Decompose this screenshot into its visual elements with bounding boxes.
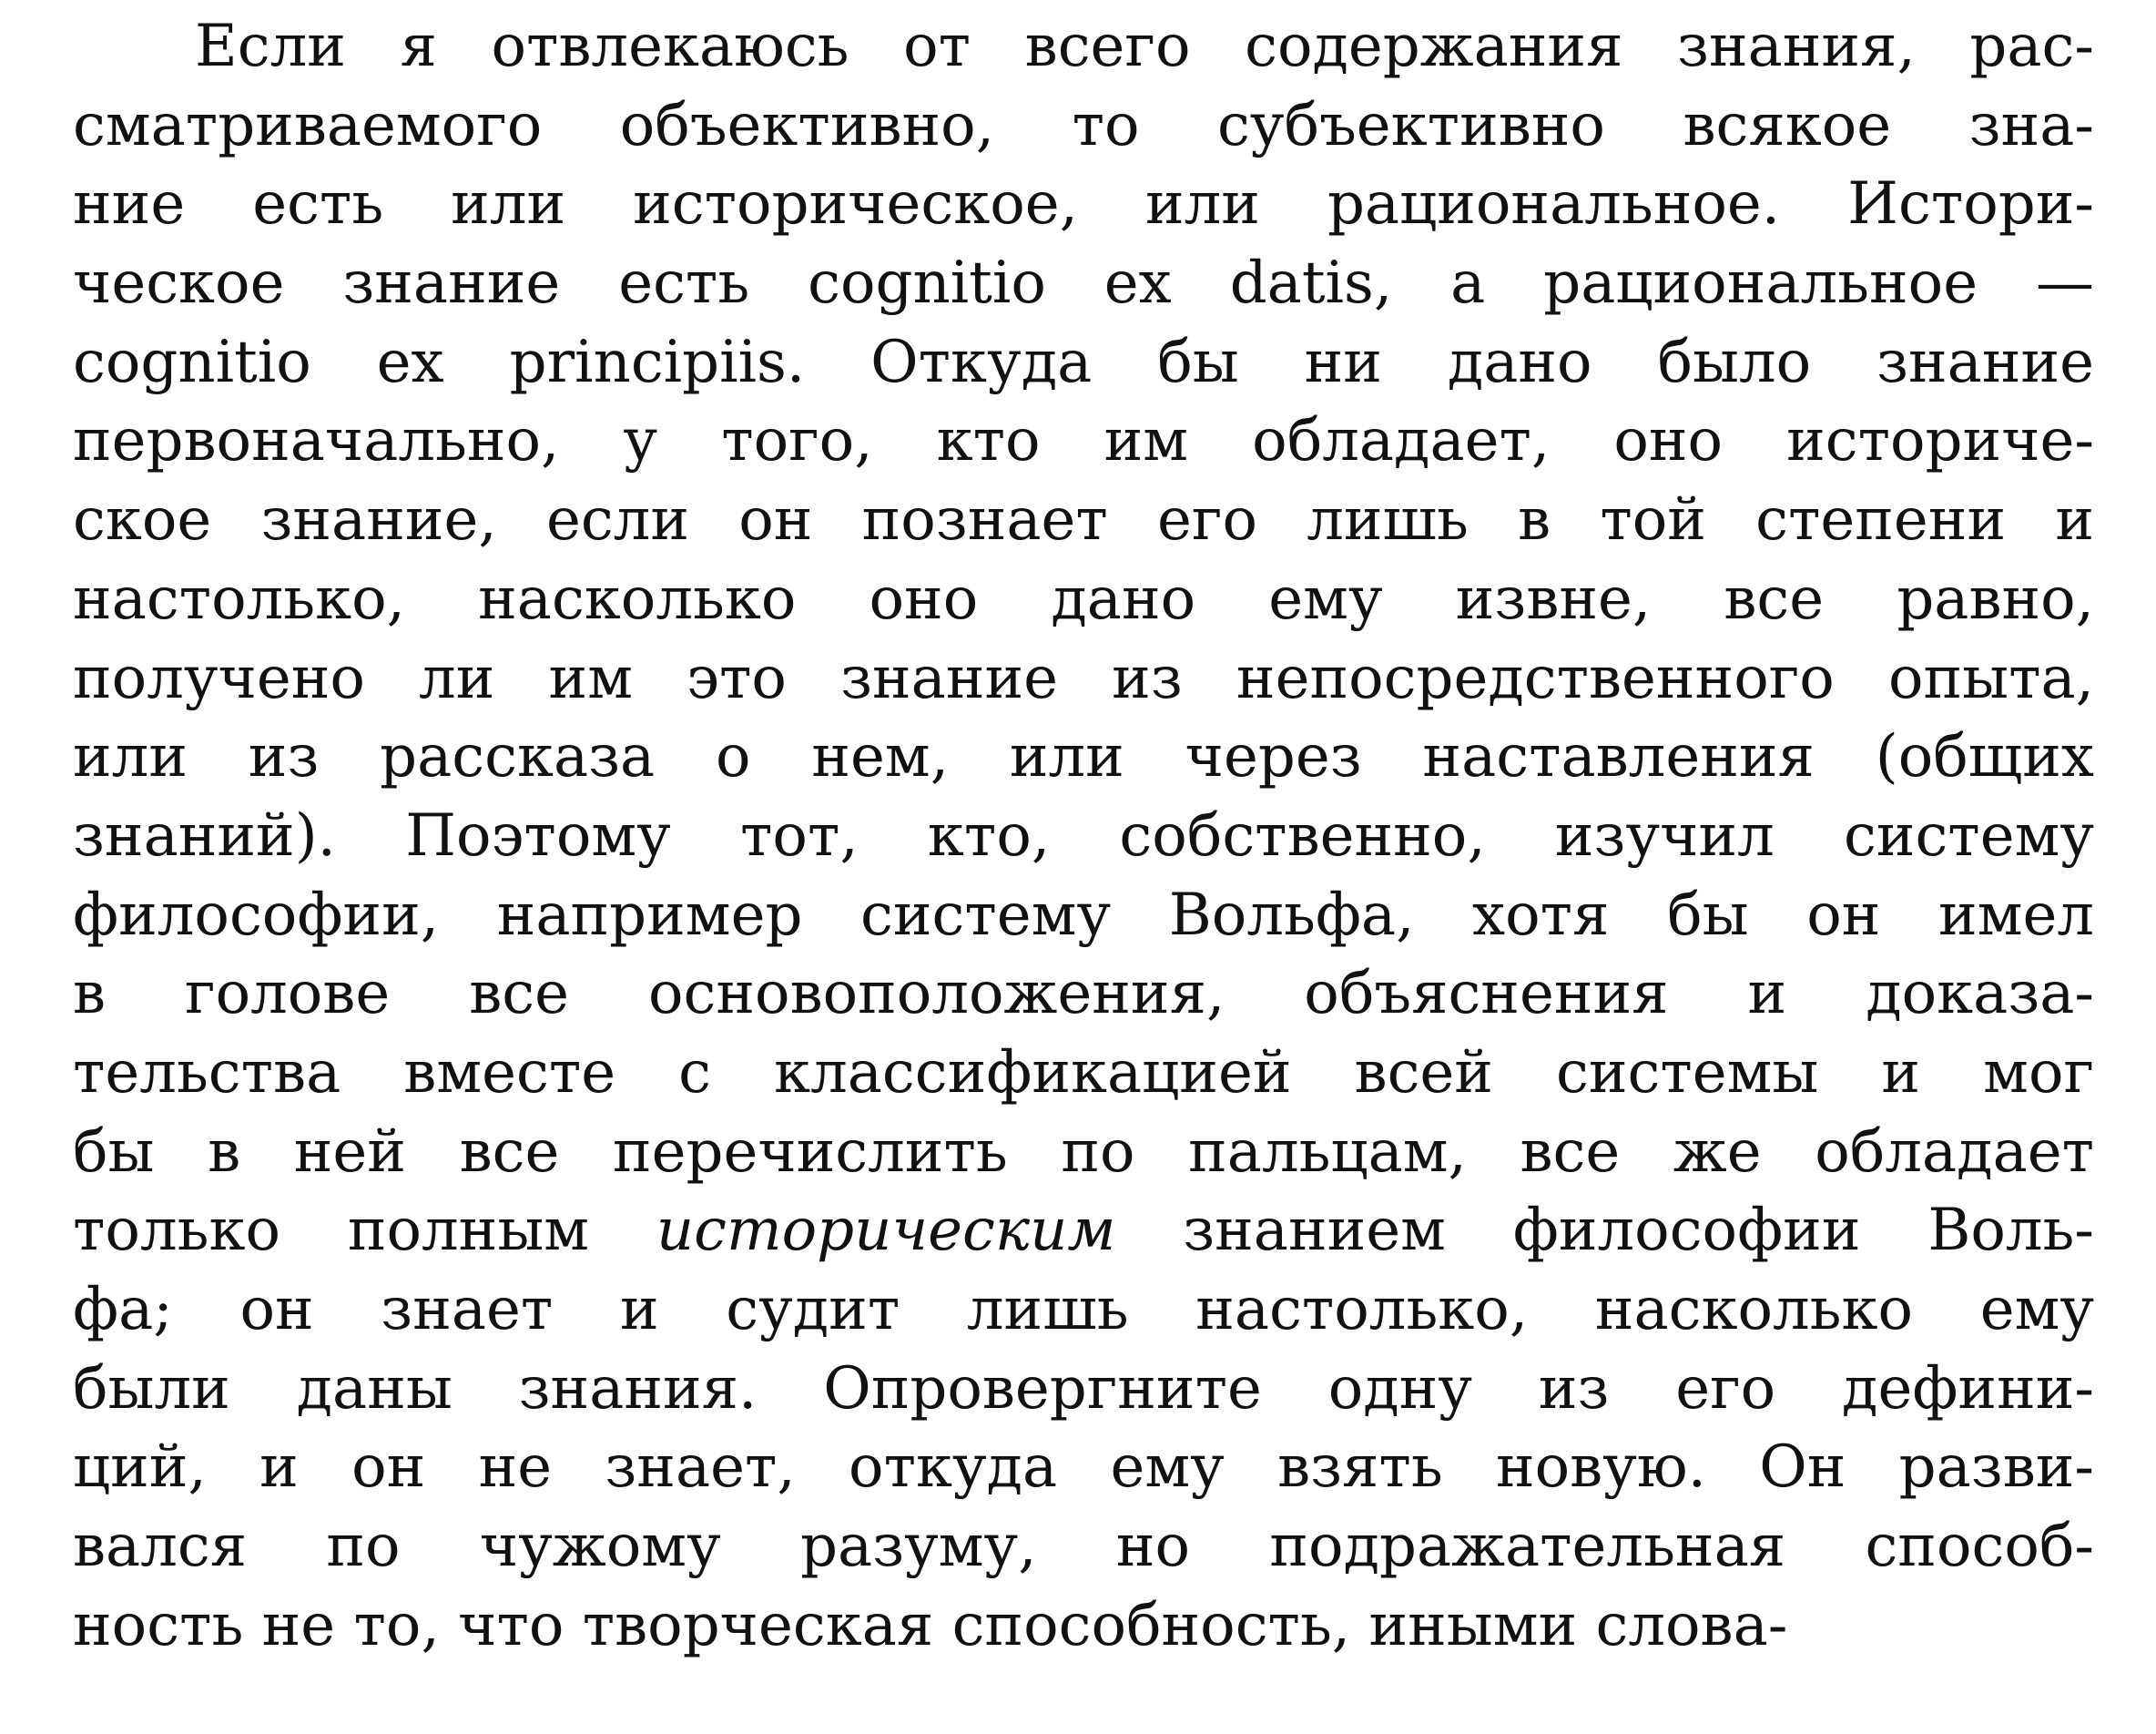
text-segment: ность не то, что творческая способность, иными слова-: [73, 1591, 1788, 1659]
text-segment: или из рассказа о нем, или через наставления (общих: [73, 723, 2094, 791]
text-segment: первоначально, у того, кто им обладает, оно историче-: [73, 407, 2094, 475]
text-segment: ческое знание есть cognitio ex datis, а рациональное —: [73, 250, 2094, 318]
text-line: [73, 1034, 2094, 1113]
text-line: [73, 1428, 2094, 1507]
text-segment: в голове все основоположения, объяснения и доказа-: [73, 960, 2094, 1028]
text-segment: только полным: [73, 1197, 656, 1265]
text-segment: вался по чужому разуму, но подражательная способ-: [73, 1513, 2094, 1581]
text-segment: философии, например систему Вольфа, хотя бы он имел: [73, 881, 2094, 949]
text-line: [73, 87, 2094, 166]
text-segment: тельства вместе с классификацией всей системы и мог: [73, 1038, 2094, 1107]
text-segment: ние есть или историческое, или рациональное. Истори-: [73, 170, 2094, 239]
text-line: [73, 7, 2094, 87]
text-line: [73, 481, 2094, 560]
text-line: [73, 323, 2094, 403]
text-segment: фа; он знает и судит лишь настолько, насколько ему: [73, 1276, 2094, 1343]
text-segment: бы в ней все перечислить по пальцам, все же обладает: [73, 1117, 2094, 1186]
text-segment: знаний). Поэтому тот, кто, собственно, изучил систему: [73, 801, 2094, 870]
text-line: [73, 954, 2094, 1034]
text-segment: ское знание, если он познает его лишь в той степени и: [73, 486, 2094, 555]
text-segment: получено ли им это знание из непосредственного опыта,: [73, 644, 2094, 712]
text-segment: были даны знания. Опровергните одну из его дефини-: [73, 1354, 2094, 1423]
text-line: [73, 1113, 2094, 1192]
text-line: [73, 1350, 2094, 1429]
text-line: [73, 1507, 2094, 1586]
document-page: [73, 7, 2094, 1719]
text-segment: сматриваемого объективно, то субъективно всякое зна-: [73, 91, 2094, 159]
text-segment: Если я отвлекаюсь от всего содержания знания, рас-: [195, 13, 2094, 80]
text-line: [73, 1586, 2094, 1666]
italic-emphasis: историческим: [656, 1197, 1116, 1265]
text-line: [73, 1270, 2094, 1350]
text-line: [73, 1191, 2094, 1270]
text-line: [73, 402, 2094, 481]
text-segment: cognitio ex principiis. Откуда бы ни дано было знание: [73, 328, 2094, 396]
text-line: [73, 797, 2094, 876]
text-segment: настолько, насколько оно дано ему извне, все равно,: [73, 565, 2094, 633]
text-line: [73, 639, 2094, 719]
paragraph: [73, 7, 2094, 1665]
text-line: [73, 876, 2094, 955]
text-segment: знанием философии Воль-: [1115, 1197, 2094, 1265]
text-segment: ций, и он не знает, откуда ему взять новую. Он разви-: [73, 1433, 2094, 1502]
text-line: [73, 244, 2094, 323]
text-line: [73, 165, 2094, 244]
text-line: [73, 560, 2094, 639]
text-line: [73, 718, 2094, 797]
